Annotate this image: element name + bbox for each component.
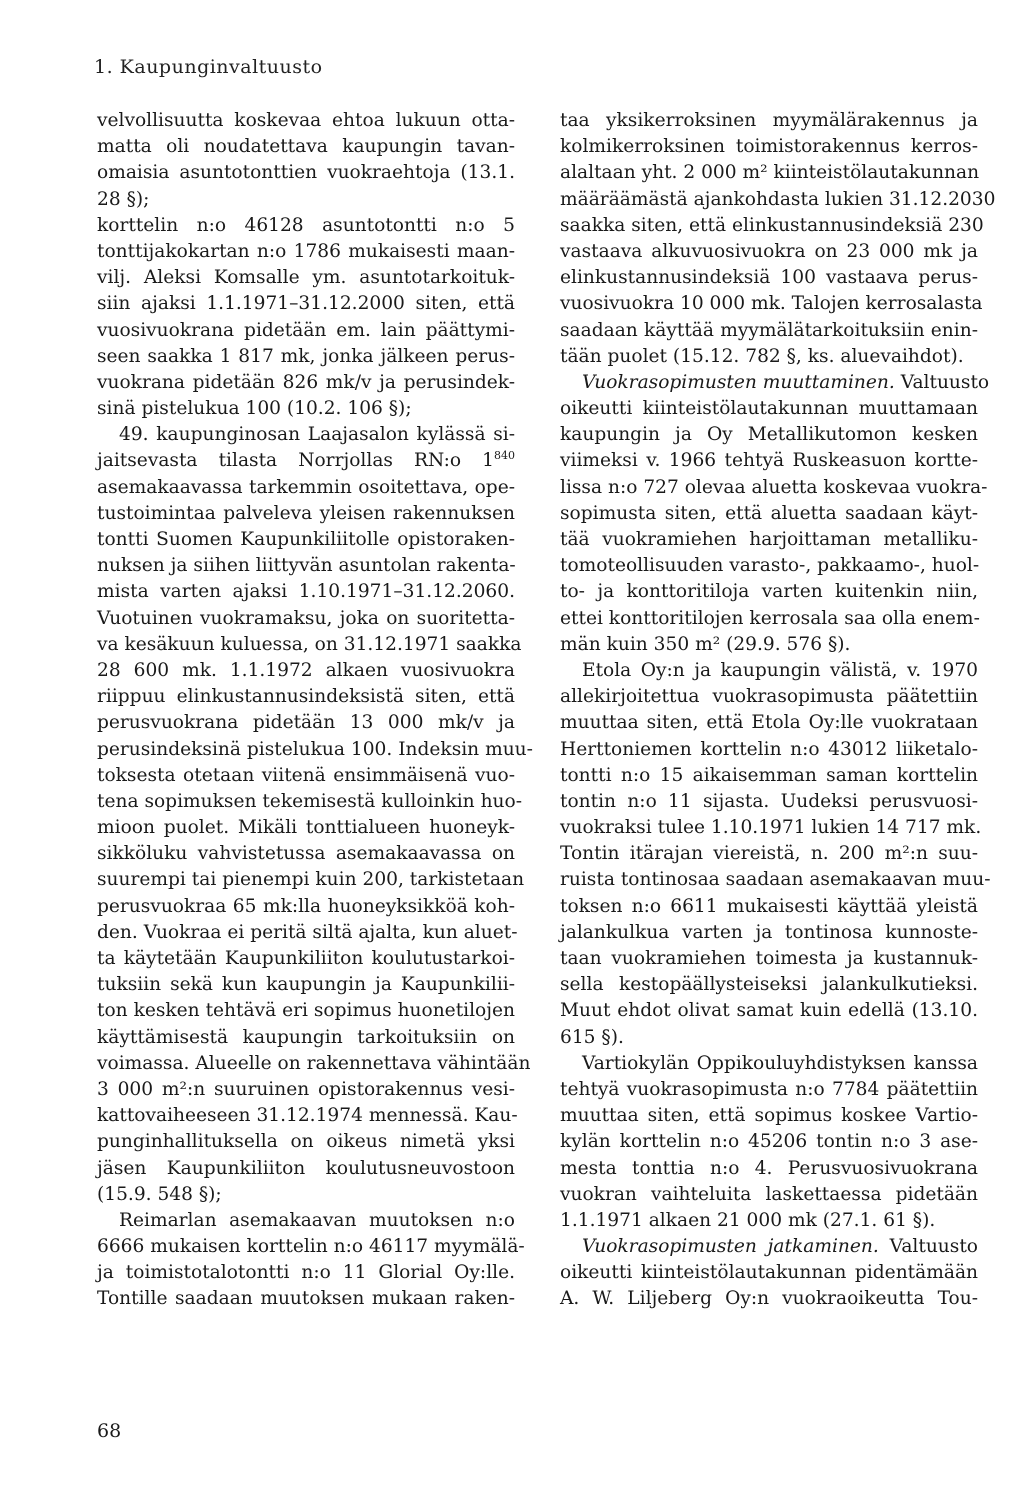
- line-text: 1.1.1971 alkaen 21 000 mk (27.1. 61 §).: [560, 1209, 936, 1231]
- text-line: [97, 841, 515, 867]
- line-text: 6666 mukaisen korttelin n:o 46117 myymälä-: [97, 1236, 525, 1258]
- line-text: oikeutti kiinteistölautakunnan pidentämään: [560, 1262, 978, 1284]
- line-text: muuttaa siten, että Etola Oy:lle vuokrataan: [560, 712, 978, 734]
- left-column: [97, 108, 533, 1313]
- text-line: [97, 344, 515, 370]
- text-line: [560, 344, 978, 370]
- text-line: [560, 1077, 978, 1103]
- text-line: [560, 658, 978, 684]
- text-line: [97, 710, 515, 736]
- text-line: [560, 998, 978, 1024]
- text-line: [560, 684, 978, 710]
- text-line: [560, 867, 991, 893]
- text-line: [97, 501, 515, 527]
- text-line: [97, 789, 522, 815]
- text-line: [97, 1077, 515, 1103]
- line-text: Tontille saadaan muutoksen mukaan raken-: [97, 1288, 515, 1310]
- text-line: [560, 213, 984, 239]
- line-text: ja toimistotalotontti n:o 11 Glorial Oy:lle.: [97, 1262, 515, 1284]
- text-line: [560, 318, 978, 344]
- line-text: 28 §);: [97, 188, 150, 210]
- line-text: 28 600 mk. 1.1.1972 alkaen vuosivuokra: [97, 659, 515, 681]
- line-text: den. Vuokraa ei peritä siltä ajalta, kun aluet-: [97, 921, 518, 943]
- text-line: [97, 1129, 515, 1155]
- text-line: [97, 815, 515, 841]
- line-text: män kuin 350 m² (29.9. 576 §).: [560, 633, 851, 655]
- text-line: [560, 946, 978, 972]
- line-text: taan vuokramiehen toimesta ja kustannuk-: [560, 948, 978, 969]
- text-line: [560, 265, 978, 291]
- text-line: [97, 318, 515, 344]
- line-text: ton kesken tehtävä eri sopimus huonetilojen: [97, 1000, 515, 1022]
- line-text: kolmikerroksinen toimistorakennus kerros-: [560, 136, 978, 158]
- line-text: sikköluku vahvistetussa asemakaavassa on: [97, 843, 515, 865]
- text-line: [97, 579, 515, 605]
- line-text: mista varten ajaksi 1.10.1971–31.12.2060.: [97, 581, 515, 603]
- line-text: tuksiin sekä kun kaupungin ja Kaupunkilii-: [97, 974, 515, 996]
- section-heading: Vuokrasopimusten muuttaminen.: [582, 371, 895, 393]
- text-line: [97, 1182, 515, 1208]
- line-text: ta käytetään Kaupunkiliiton koulutustarkoi-: [97, 948, 515, 969]
- text-line: [560, 1156, 978, 1182]
- text-line: [560, 606, 978, 632]
- line-text: tehtyä vuokrasopimusta n:o 7784 päätettiin: [560, 1078, 978, 1100]
- text-line: [560, 527, 978, 553]
- text-line: [97, 606, 515, 632]
- text-line: [560, 422, 978, 448]
- text-line: [97, 972, 515, 998]
- line-text: kaupungin ja Oy Metallikutomon kesken: [560, 424, 978, 446]
- text-line: [97, 1260, 515, 1286]
- text-line: [560, 1182, 978, 1208]
- line-text: tena sopimuksen tekemisestä kulloinkin huo-: [97, 790, 522, 812]
- line-text: tomoteollisuuden varasto-, pakkaamo-, huol-: [560, 555, 980, 577]
- text-line: [560, 841, 978, 867]
- line-text: oikeutti kiinteistölautakunnan muuttamaan: [560, 398, 978, 420]
- text-line: [560, 920, 978, 946]
- text-line: [97, 737, 533, 763]
- line-text: ruista tontinosaa saadaan asemakaavan muu-: [560, 869, 991, 891]
- text-line: [97, 187, 515, 213]
- section-heading: Vuokrasopimusten jatkaminen.: [582, 1236, 879, 1258]
- line-text: sopimusta siten, että aluetta saadaan käyt-: [560, 502, 978, 524]
- line-text: määräämästä ajankohdasta lukien 31.12.2030: [560, 188, 996, 210]
- line-text: tontin n:o 11 sijasta. Uudeksi perusvuosi-: [560, 790, 978, 812]
- line-text: Valtuusto: [878, 1236, 978, 1258]
- line-text: toksesta otetaan viitenä ensimmäisenä vuo-: [97, 764, 515, 786]
- text-line: [560, 475, 988, 501]
- line-text: 49. kaupunginosan Laajasalon kylässä si-: [119, 424, 515, 446]
- line-text: käyttämisestä kaupungin tarkoituksiin on: [97, 1026, 515, 1048]
- line-text: punginhallituksella on oikeus nimetä yksi: [97, 1131, 515, 1153]
- text-line: [97, 239, 515, 265]
- page-number: 68: [97, 1420, 122, 1442]
- text-line: [97, 396, 515, 422]
- text-line: [97, 134, 515, 160]
- superscript: 840: [494, 449, 515, 463]
- line-text: tää vuokramiehen harjoittaman metalliku-: [560, 529, 978, 550]
- line-text: matta oli noudatettava kaupungin tavan-: [97, 136, 515, 158]
- text-line: [97, 920, 518, 946]
- line-text: to- ja konttoritiloja varten kuitenkin niin,: [560, 581, 978, 603]
- line-text: vuosivuokra 10 000 mk. Talojen kerrosalasta: [560, 293, 983, 315]
- line-text: Valtuusto: [894, 371, 990, 393]
- text-line: [560, 160, 978, 186]
- line-text: tonttijakokartan n:o 1786 mukaisesti maan-: [97, 240, 515, 262]
- text-line: [97, 684, 515, 710]
- text-line: [560, 291, 983, 317]
- text-line: [97, 1234, 525, 1260]
- line-text: Muut ehdot olivat samat kuin edellä (13.10.: [560, 1000, 978, 1022]
- line-text: 615 §).: [560, 1026, 624, 1048]
- right-column: [560, 108, 996, 1313]
- text-line: [560, 1129, 978, 1155]
- line-text: taa yksikerroksinen myymälärakennus ja: [560, 110, 978, 131]
- text-line: [97, 867, 525, 893]
- line-text: tontti n:o 15 aikaisemman saman korttelin: [560, 764, 978, 786]
- text-line: [560, 737, 978, 763]
- line-text: Reimarlan asemakaavan muutoksen n:o: [119, 1209, 515, 1231]
- line-text: vuokraksi tulee 1.10.1971 lukien 14 717 mk.: [560, 817, 982, 839]
- line-text: toksen n:o 6611 mukaisesti käyttää yleistä: [560, 895, 978, 917]
- text-line: [97, 763, 515, 789]
- text-line: [560, 1051, 978, 1077]
- line-text: muuttaa siten, että sopimus koskee Vartio-: [560, 1105, 978, 1127]
- text-line: [560, 763, 978, 789]
- text-line: [97, 658, 515, 684]
- line-text: vuokrana pidetään 826 mk/v ja perusindek-: [97, 371, 515, 393]
- text-line: [560, 579, 978, 605]
- text-line: [97, 1156, 515, 1182]
- line-text: vuosivuokrana pidetään em. lain päättymi-: [97, 319, 515, 341]
- text-line: [97, 422, 515, 448]
- text-line: [560, 1103, 978, 1129]
- text-line: [97, 998, 515, 1024]
- text-line: [560, 501, 978, 527]
- text-line: [97, 553, 515, 579]
- text-line: [97, 448, 515, 474]
- line-text: saadaan käyttää myymälätarkoituksiin enin-: [560, 319, 978, 341]
- line-text: Tontin itärajan viereistä, n. 200 m²:n suu-: [560, 843, 978, 865]
- text-line: [97, 1208, 515, 1234]
- line-text: viimeksi v. 1966 tehtyä Ruskeasuon kortte-: [560, 450, 978, 472]
- text-line: [560, 448, 978, 474]
- line-text: sinä pistelukua 100 (10.2. 106 §);: [97, 398, 412, 420]
- running-header: 1. Kaupunginvaltuusto: [94, 56, 323, 78]
- text-line: [560, 710, 978, 736]
- line-text: kylän korttelin n:o 45206 tontin n:o 3 ase-: [560, 1131, 978, 1153]
- text-line: [560, 1208, 978, 1234]
- text-line: [97, 213, 515, 239]
- line-text: voimassa. Alueelle on rakennettava vähintään: [97, 1052, 531, 1074]
- line-text: seen saakka 1 817 mk, jonka jälkeen perus-: [97, 345, 515, 367]
- text-line: [560, 1286, 978, 1312]
- text-line: [97, 291, 515, 317]
- line-text: lissa n:o 727 olevaa aluetta koskevaa vuokra-: [560, 476, 988, 498]
- text-line: [560, 1260, 978, 1286]
- text-line: [560, 1234, 978, 1260]
- text-line: [560, 632, 978, 658]
- line-text: perusvuokraa 65 mk:lla huoneyksikköä koh-: [97, 895, 515, 917]
- line-text: velvollisuutta koskevaa ehtoa lukuun otta-: [97, 110, 515, 131]
- text-line: [560, 239, 978, 265]
- line-text: Herttoniemen korttelin n:o 43012 liiketalo-: [560, 738, 978, 760]
- line-text: alaltaan yht. 2 000 m² kiinteistölautakunnan: [560, 162, 980, 184]
- text-line: [97, 370, 515, 396]
- text-line: [97, 946, 515, 972]
- line-text: ettei konttoritilojen kerrosala saa olla enem-: [560, 607, 980, 629]
- line-text: siin ajaksi 1.1.1971–31.12.2000 siten, että: [97, 293, 515, 315]
- text-line: [97, 632, 522, 658]
- text-line: [560, 815, 982, 841]
- line-text: nuksen ja siihen liittyvän asuntolan rakenta-: [97, 555, 516, 577]
- line-text: Etola Oy:n ja kaupungin välistä, v. 1970: [582, 659, 978, 681]
- text-line: [560, 894, 978, 920]
- text-line: [560, 972, 978, 998]
- text-line: [560, 553, 978, 579]
- text-line: [560, 789, 978, 815]
- line-text: tustoimintaa palveleva yleisen rakennuksen: [97, 502, 515, 524]
- line-text: vilj. Aleksi Komsalle ym. asuntotarkoituk-: [97, 267, 515, 289]
- text-line: [560, 370, 990, 396]
- text-line: [97, 108, 515, 134]
- line-text: sella kestopäällysteiseksi jalankulkutieksi.: [560, 974, 978, 996]
- line-text: vastaava alkuvuosivuokra on 23 000 mk ja: [560, 240, 978, 262]
- text-line: [97, 1286, 515, 1312]
- line-text: jalankulkua varten ja tontinosa kunnoste-: [560, 921, 978, 943]
- text-line: [560, 1025, 978, 1051]
- line-text: tontti Suomen Kaupunkiliitolle opistoraken-: [97, 529, 515, 550]
- line-text: asemakaavassa tarkemmin osoitettava, ope-: [97, 476, 515, 498]
- line-text: riippuu elinkustannusindeksistä siten, että: [97, 686, 515, 708]
- line-text: suurempi tai pienempi kuin 200, tarkistetaan: [97, 869, 525, 891]
- text-line: [560, 134, 978, 160]
- line-text: allekirjoitettua vuokrasopimusta päätettiin: [560, 686, 978, 708]
- line-text: korttelin n:o 46128 asuntotontti n:o 5: [97, 214, 515, 236]
- text-line: [97, 1025, 515, 1051]
- line-text: 3 000 m²:n suuruinen opistorakennus vesi-: [97, 1078, 515, 1100]
- text-line: [97, 265, 515, 291]
- line-text: perusindeksinä pistelukua 100. Indeksin muu-: [97, 738, 533, 760]
- text-line: [560, 108, 978, 134]
- line-text: mesta tonttia n:o 4. Perusvuosivuokrana: [560, 1157, 978, 1179]
- text-line: [97, 894, 515, 920]
- line-text: (15.9. 548 §);: [97, 1183, 222, 1205]
- line-text: omaisia asuntotonttien vuokraehtoja (13.1.: [97, 162, 515, 184]
- text-line: [97, 527, 515, 553]
- text-line: [560, 187, 996, 213]
- line-text: jaitsevasta tilasta Norrjollas RN:o 1: [97, 450, 494, 472]
- line-text: A. W. Liljeberg Oy:n vuokraoikeutta Tou-: [560, 1288, 978, 1310]
- line-text: perusvuokrana pidetään 13 000 mk/v ja: [97, 712, 515, 734]
- line-text: tään puolet (15.12. 782 §, ks. aluevaihdot).: [560, 345, 964, 367]
- line-text: Vartiokylän Oppikouluyhdistyksen kanssa: [582, 1052, 978, 1074]
- line-text: mioon puolet. Mikäli tonttialueen huoneyk-: [97, 817, 515, 839]
- line-text: kattovaiheeseen 31.12.1974 mennessä. Kau-: [97, 1105, 518, 1127]
- text-line: [97, 160, 515, 186]
- line-text: saakka siten, että elinkustannusindeksiä 230: [560, 214, 984, 236]
- text-line: [97, 1103, 518, 1129]
- line-text: jäsen Kaupunkiliiton koulutusneuvostoon: [97, 1157, 515, 1179]
- text-line: [97, 475, 515, 501]
- text-line: [97, 1051, 531, 1077]
- line-text: va kesäkuun kuluessa, on 31.12.1971 saakka: [97, 633, 522, 655]
- line-text: Vuotuinen vuokramaksu, joka on suoritetta-: [97, 607, 515, 629]
- line-text: vuokran vaihteluita laskettaessa pidetään: [560, 1183, 978, 1205]
- text-line: [560, 396, 978, 422]
- line-text: elinkustannusindeksiä 100 vastaava perus-: [560, 267, 978, 289]
